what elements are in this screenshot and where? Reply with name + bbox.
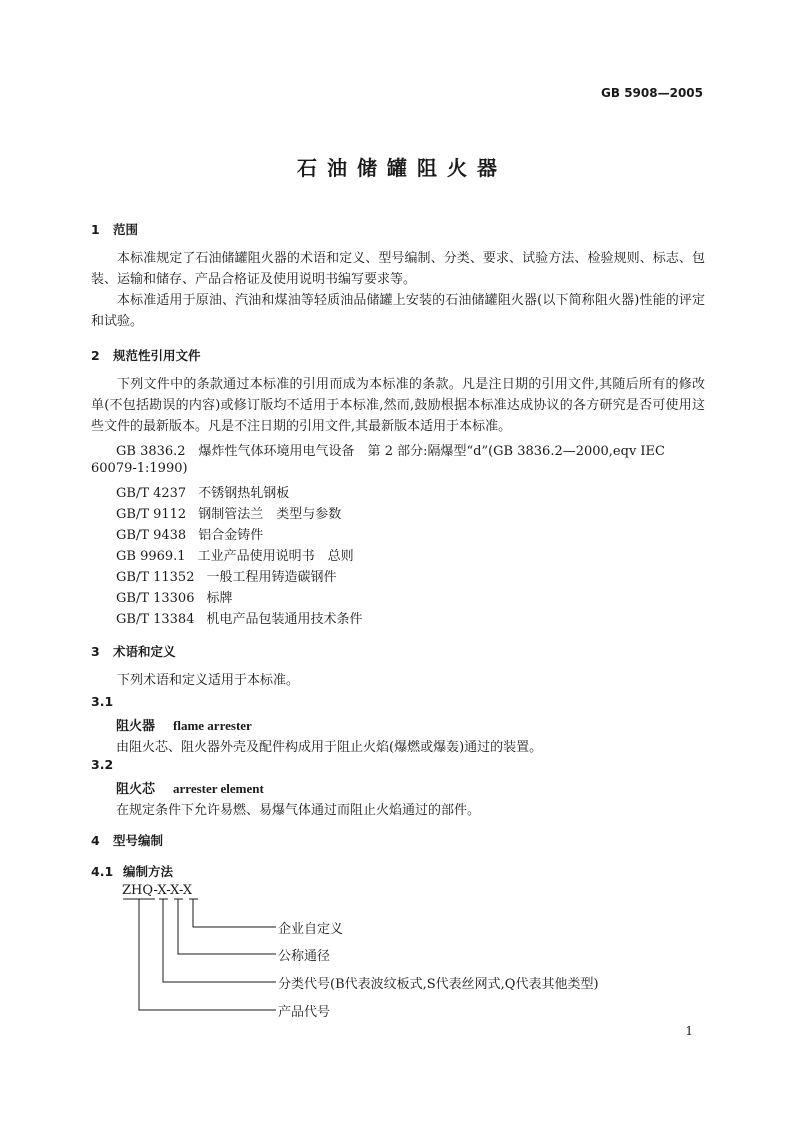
paragraph: 本标准规定了石油储罐阻火器的术语和定义、型号编制、分类、要求、试验方法、检验规则、标志、包装、运输和储存、产品合格证及使用说明书编写要求等。: [91, 251, 705, 287]
leader-line-3: [163, 899, 276, 982]
reference-item: GB/T 13306 标牌: [116, 591, 233, 606]
model-code: ZHQ-X-X-X: [122, 883, 193, 898]
term-definition: 在规定条件下允许易燃、易爆气体通过而阻止火焰通过的部件。: [116, 803, 481, 818]
paragraph: 本标准适用于原油、汽油和煤油等轻质油品储罐上安装的石油储罐阻火器(以下简称阻火器)性能的评定和试验。: [91, 293, 705, 329]
reference-item: GB/T 4237 不锈钢热轧钢板: [116, 486, 290, 501]
term-en: arrester element: [173, 781, 264, 796]
diagram-label: 分类代号(B代表波纹板式,S代表丝网式,Q代表其他类型): [278, 977, 599, 992]
paragraph: 下列术语和定义适用于本标准。: [117, 673, 300, 688]
clause-number: 3.1: [91, 694, 114, 709]
reference-item: GB 3836.2 爆炸性气体环境用电气设备 第 2 部分:隔爆型“d”(GB 3836.2—2000,eqv IEC: [116, 444, 665, 459]
diagram-label: 公称通径: [278, 949, 331, 964]
section-number: 3: [91, 644, 100, 659]
diagram-label: 产品代号: [278, 1005, 331, 1020]
reference-item: GB/T 9438 铝合金铸件: [116, 528, 264, 543]
section-title: 型号编制: [113, 833, 164, 848]
subsection-number: 4.1: [91, 864, 114, 879]
document-title: 石油储罐阻火器: [297, 156, 507, 180]
subsection-title: 编制方法: [123, 864, 174, 879]
reference-item-continuation: 60079-1:1990): [91, 461, 188, 476]
diagram-label: 企业自定义: [278, 922, 344, 937]
reference-item: GB/T 9112 钢制管法兰 类型与参数: [116, 507, 342, 522]
section-title: 术语和定义: [113, 644, 176, 659]
reference-item: GB 9969.1 工业产品使用说明书 总则: [116, 549, 354, 564]
reference-item: GB/T 13384 机电产品包装通用技术条件: [116, 612, 363, 627]
reference-item: GB/T 11352 一般工程用铸造碳钢件: [116, 570, 337, 585]
section-number: 1: [91, 222, 100, 237]
section-title: 规范性引用文件: [113, 348, 201, 363]
paragraph: 下列文件中的条款通过本标准的引用而成为本标准的条款。凡是注日期的引用文件,其随后所有的修改单(不包括勘误的内容)或修订版均不适用于本标准,然而,鼓励根据本标准达成协议的各方研究是否可使用这些文件的最新版本。凡是不注日期的引用文件,其最新版本适用于本标准。: [91, 377, 705, 434]
term-zh: 阻火芯: [116, 782, 156, 797]
section-number: 4: [91, 833, 100, 848]
term-en: flame arrester: [173, 718, 252, 733]
term-definition: 由阻火芯、阻火器外壳及配件构成用于阻止火焰(爆燃或爆轰)通过的装置。: [116, 740, 543, 755]
page-number: 1: [685, 1024, 693, 1038]
section-title: 范围: [113, 222, 139, 237]
leader-line-1: [193, 899, 276, 927]
section-number: 2: [91, 348, 100, 363]
standard-number: GB 5908—2005: [601, 86, 703, 100]
clause-number: 3.2: [91, 757, 114, 772]
term-zh: 阻火器: [116, 719, 156, 734]
